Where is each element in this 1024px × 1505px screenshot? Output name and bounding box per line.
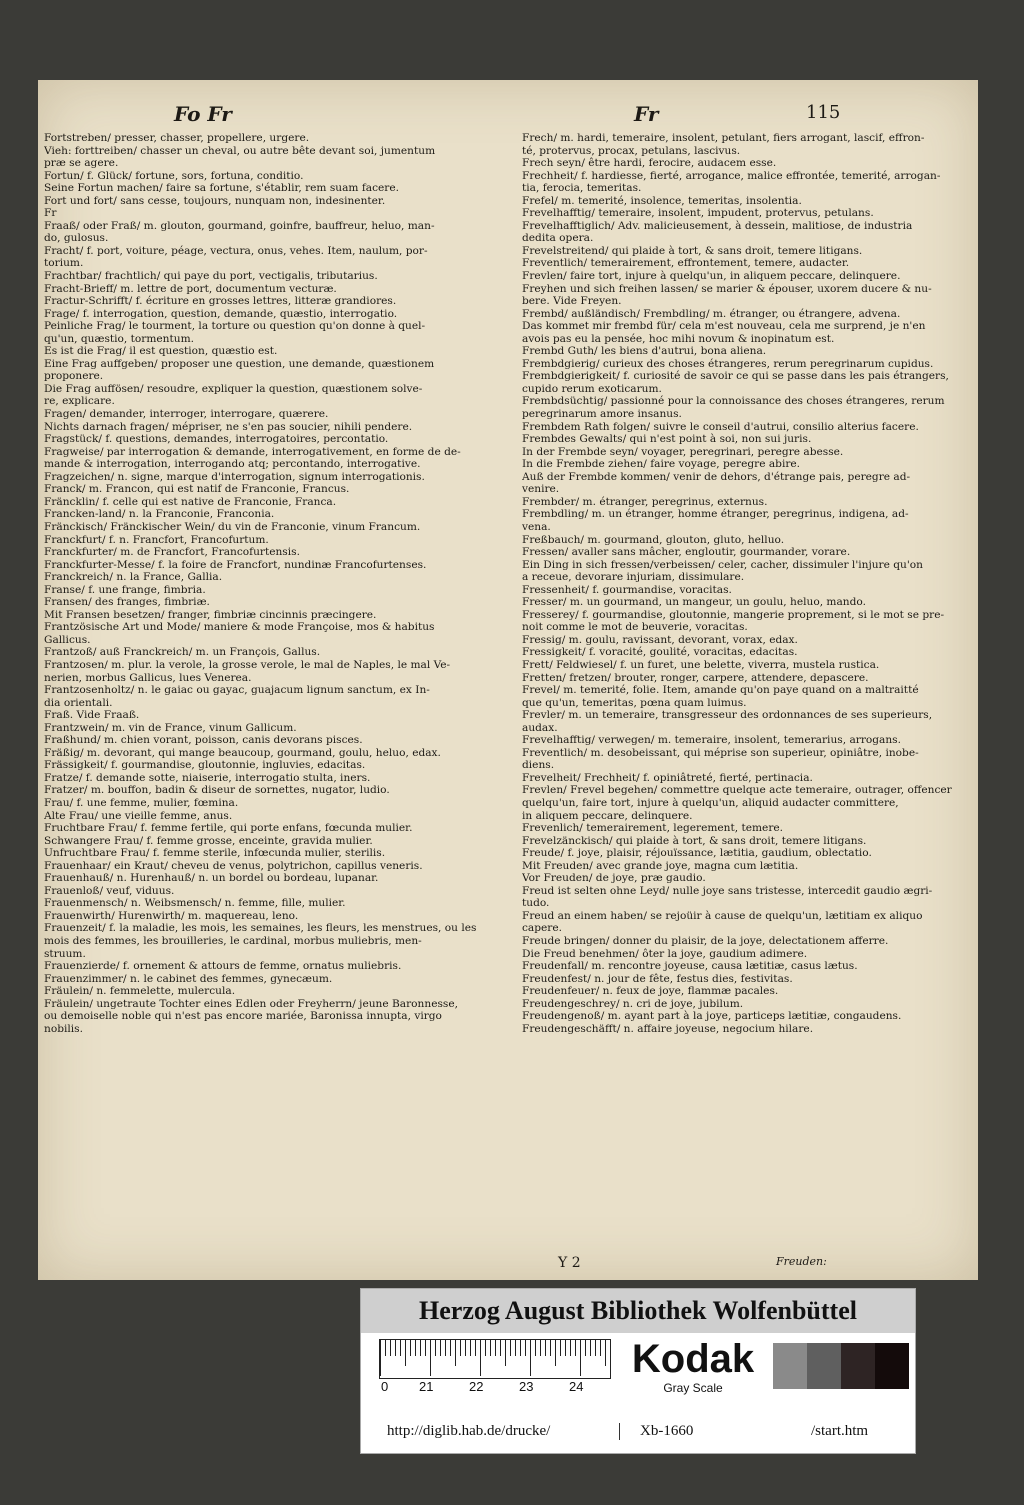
dictionary-line: Frau/ f. une femme, mulier, fœmina. bbox=[44, 796, 239, 809]
dictionary-line: Frässigkeit/ f. gourmandise, gloutonnie, ingluvies, edacitas. bbox=[44, 759, 366, 772]
dictionary-line: Frauenloß/ veuf, viduus. bbox=[44, 884, 175, 897]
dictionary-line: qu'un, quæstio, tormentum. bbox=[44, 332, 194, 345]
dictionary-line: Frevelhafftig/ temeraire, insolent, impudent, protervus, petulans. bbox=[522, 207, 874, 220]
dictionary-line: Schwangere Frau/ f. femme grosse, enceinte, gravida mulier. bbox=[44, 834, 373, 847]
dictionary-line: Freßbauch/ m. gourmand, glouton, gluto, helluo. bbox=[522, 533, 785, 546]
dictionary-line: Fraßhund/ m. chien vorant, poisson, canis devorans pisces. bbox=[44, 734, 363, 747]
dictionary-line: Frantzosen/ m. plur. la verole, la grosse verole, le mal de Naples, le mal Ve- bbox=[44, 658, 451, 671]
dictionary-line: Frevlen/ Frevel begehen/ commettre quelque acte temeraire, outrager, offencer bbox=[522, 784, 952, 797]
dictionary-line: tia, ferocia, temeritas. bbox=[522, 182, 642, 195]
dictionary-line: Frechheit/ f. hardiesse, fierté, arrogance, malice effrontée, temerité, arrogan- bbox=[522, 169, 941, 182]
dictionary-line: avois pas eu la pensée, hoc mihi novum & inopinatum est. bbox=[522, 332, 835, 345]
dictionary-line: Fressenheit/ f. gourmandise, voracitas. bbox=[522, 583, 732, 596]
ruler-tick bbox=[390, 1340, 391, 1356]
ruler-tick bbox=[525, 1340, 526, 1356]
dictionary-line: Frevelzänckisch/ qui plaide à tort, & sans droit, temere litigans. bbox=[522, 834, 867, 847]
dictionary-line: Alte Frau/ une vieille femme, anus. bbox=[44, 809, 233, 822]
dictionary-line: Freudenfeuer/ n. feux de joye, flammæ pacales. bbox=[522, 985, 779, 998]
dictionary-line: Freventlich/ m. desobeissant, qui méprise son superieur, opiniâtre, inobe- bbox=[522, 746, 919, 759]
dictionary-line: Es ist die Frag/ il est question, quæstio est. bbox=[44, 345, 278, 358]
dictionary-line: capere. bbox=[522, 922, 563, 935]
dictionary-line: præ se agere. bbox=[44, 157, 119, 170]
ruler-tick bbox=[540, 1340, 541, 1356]
dictionary-line: Fraaß/ oder Fraß/ m. glouton, gourmand, goinfre, bauffreur, heluo, man- bbox=[44, 219, 435, 232]
ruler-tick bbox=[425, 1340, 426, 1356]
dictionary-line: Fresser/ m. un gourmand, un mangeur, un goulu, heluo, mando. bbox=[522, 596, 866, 609]
target-footer bbox=[361, 1409, 915, 1451]
dictionary-line: Frauenzimmer/ n. le cabinet des femmes, gynecæum. bbox=[44, 972, 333, 985]
dictionary-line: Frembd Guth/ les biens d'autrui, bona aliena. bbox=[522, 345, 767, 358]
dictionary-line: Fragweise/ par interrogation & demande, interrogativement, en forme de de- bbox=[44, 445, 461, 458]
ruler-tick bbox=[480, 1340, 481, 1376]
dictionary-line: Fräulein/ n. femmelette, mulercula. bbox=[44, 985, 236, 998]
ruler-tick bbox=[470, 1340, 471, 1356]
ruler-tick bbox=[515, 1340, 516, 1356]
dictionary-line: Fragen/ demander, interroger, interrogare, quærere. bbox=[44, 408, 329, 421]
dictionary-line: Freudengeschrey/ n. cri de joye, jubilum. bbox=[522, 997, 744, 1010]
ruler-tick bbox=[565, 1340, 566, 1356]
dictionary-line: Frembdes Gewalts/ qui n'est point à soi, non sui juris. bbox=[522, 433, 812, 446]
dictionary-line: Mit Freuden/ avec grande joye, magna cum lætitia. bbox=[522, 859, 799, 872]
dictionary-line: Fraß. Vide Fraaß. bbox=[44, 709, 140, 722]
ruler-tick bbox=[600, 1340, 601, 1356]
dictionary-line: Frage/ f. interrogation, question, demande, quæstio, interrogatio. bbox=[44, 307, 398, 320]
dictionary-line: Freud an einem haben/ se rejoüir à cause de quelqu'un, lætitiam ex aliquo bbox=[522, 909, 923, 922]
ruler-tick bbox=[510, 1340, 511, 1356]
ruler-tick bbox=[405, 1340, 406, 1366]
ruler-tick bbox=[435, 1340, 436, 1356]
dictionary-line: noit comme le mot de beuverie, voracitas. bbox=[522, 621, 748, 634]
dictionary-line: a receue, devorare injuriam, dissimulare. bbox=[522, 571, 745, 584]
dictionary-line: nerien, morbus Gallicus, lues Venerea. bbox=[44, 671, 252, 684]
page-number: 115 bbox=[806, 102, 841, 123]
scale-number: 0 bbox=[381, 1379, 389, 1394]
dictionary-line: Die Frag auffösen/ resoudre, expliquer la question, quæstionem solve- bbox=[44, 382, 423, 395]
ruler-tick bbox=[415, 1340, 416, 1356]
dictionary-line: Freyhen und sich freihen lassen/ se marier & épouser, uxorem ducere & nu- bbox=[522, 282, 932, 295]
ruler-tick bbox=[605, 1340, 606, 1366]
gray-patch bbox=[875, 1343, 909, 1389]
ruler-tick bbox=[555, 1340, 556, 1366]
dictionary-line: mois des femmes, les brouilleries, le cardinal, morbus muliebris, men- bbox=[44, 935, 422, 947]
dictionary-line: re, explicare. bbox=[44, 395, 115, 408]
signature-mark: Y 2 bbox=[558, 1255, 581, 1271]
dictionary-line: Franckfurter-Messe/ f. la foire de Francfort, nundinæ Francofurtenses. bbox=[44, 558, 427, 571]
dictionary-line: Frauenhauß/ n. Hurenhauß/ n. un bordel ou bordeau, lupanar. bbox=[44, 872, 379, 885]
dictionary-line: Freud ist selten ohne Leyd/ nulle joye sans tristesse, intercedit gaudio ægri- bbox=[522, 884, 933, 897]
scale-number: 24 bbox=[569, 1379, 584, 1394]
ruler-tick bbox=[485, 1340, 486, 1356]
gray-patch bbox=[807, 1343, 841, 1389]
ruler-tick bbox=[550, 1340, 551, 1356]
dictionary-line: proponere. bbox=[44, 370, 104, 383]
dictionary-line: Frembdgierig/ curieux des choses étrangeres, rerum peregrinarum cupidus. bbox=[522, 357, 934, 370]
dictionary-line: Seine Fortun machen/ faire sa fortune, s'établir, rem suam facere. bbox=[44, 182, 399, 195]
dictionary-line: Fragzeichen/ n. signe, marque d'interrogation, signum interrogationis. bbox=[44, 470, 425, 483]
scale-number: 21 bbox=[419, 1379, 434, 1394]
dictionary-line: Franse/ f. une frange, fimbria. bbox=[44, 583, 206, 596]
dictionary-line: Fressig/ m. goulu, ravissant, devorant, vorax, edax. bbox=[522, 633, 798, 646]
left-column bbox=[44, 132, 482, 1252]
url-left: http://diglib.hab.de/drucke/ bbox=[387, 1423, 551, 1439]
dictionary-line: Frevel/ m. temerité, folie. Item, amande qu'on paye quand on a maltraitté bbox=[522, 684, 919, 697]
url-right: /start.htm bbox=[811, 1423, 869, 1439]
ruler-tick bbox=[560, 1340, 561, 1356]
dictionary-line: peregrinarum amore insanus. bbox=[522, 408, 682, 421]
ruler-tick bbox=[410, 1340, 411, 1356]
dictionary-line: Fratzer/ m. bouffon, badin & diseur de sornettes, nugator, ludio. bbox=[44, 784, 390, 797]
dictionary-line: Peinliche Frag/ le tourment, la torture ou question qu'on donne à quel- bbox=[44, 320, 426, 333]
dictionary-line: audax. bbox=[522, 721, 558, 734]
dictionary-line: Fressen/ avaller sans mâcher, engloutir, gourmander, vorare. bbox=[522, 546, 851, 559]
ruler-tick bbox=[475, 1340, 476, 1356]
dictionary-line: Frachtbar/ frachtlich/ qui paye du port, vectigalis, tributarius. bbox=[44, 270, 378, 283]
dictionary-line: Frantzwein/ m. vin de France, vinum Gallicum. bbox=[44, 721, 297, 734]
library-title: Herzog August Bibliothek Wolfenbüttel bbox=[361, 1289, 915, 1333]
dictionary-line: vena. bbox=[522, 520, 551, 533]
dictionary-line: nobilis. bbox=[44, 1022, 83, 1035]
dictionary-line: Frauenzierde/ f. ornement & attours de femme, ornatus muliebris. bbox=[44, 960, 402, 973]
dictionary-line: Francken-land/ n. la Franconie, Franconia. bbox=[44, 508, 275, 521]
ruler-tick bbox=[460, 1340, 461, 1356]
dictionary-line: do, gulosus. bbox=[44, 232, 109, 245]
dictionary-line: Frauenhaar/ ein Kraut/ cheveu de venus, polytrichon, capillus veneris. bbox=[44, 859, 423, 872]
gray-patch bbox=[773, 1343, 807, 1389]
dictionary-line: Frefel/ m. temerité, insolence, temeritas, insolentia. bbox=[522, 194, 802, 207]
dictionary-line: Franckfurter/ m. de Francfort, Francofurtensis. bbox=[44, 546, 300, 559]
dictionary-line: in aliquem peccare, delinquere. bbox=[522, 809, 693, 822]
dictionary-line: Frantzosenholtz/ n. le gaiac ou gayac, guajacum lignum sanctum, ex In- bbox=[44, 684, 430, 697]
dictionary-line: Frembdem Rath folgen/ suivre le conseil d'autrui, consilio alterius facere. bbox=[522, 420, 919, 433]
dictionary-line: Fracht/ f. port, voiture, péage, vectura, onus, vehes. Item, naulum, por- bbox=[44, 244, 428, 257]
dictionary-line: Das kommet mir frembd für/ cela m'est nouveau, cela me surprend, je n'en bbox=[522, 320, 926, 333]
dictionary-line: Fretten/ fretzen/ brouter, ronger, carpere, attendere, depascere. bbox=[522, 671, 869, 684]
dictionary-line: Ein Ding in sich fressen/verbeissen/ celer, cacher, dissimuler l'injure qu'on bbox=[522, 558, 923, 571]
ruler-tick bbox=[595, 1340, 596, 1356]
dictionary-line: Fratze/ f. demande sotte, niaiserie, interrogatio stulta, iners. bbox=[44, 771, 371, 784]
dictionary-line: Frantzösische Art und Mode/ maniere & mode Françoise, mos & habitus bbox=[44, 621, 435, 634]
ruler-tick bbox=[575, 1340, 576, 1356]
dictionary-line: struum. bbox=[44, 947, 86, 960]
scale-number: 22 bbox=[469, 1379, 484, 1394]
color-target-card bbox=[360, 1288, 916, 1454]
kodak-logo: Kodak bbox=[631, 1337, 755, 1381]
ruler-tick bbox=[465, 1340, 466, 1356]
dictionary-line: Mit Fransen besetzen/ franger, fimbriæ cincinnis præcingere. bbox=[44, 608, 377, 621]
gray-scale-label: Gray Scale bbox=[663, 1381, 723, 1395]
running-head-left: Fo Fr bbox=[174, 102, 232, 126]
dictionary-line: Frevenlich/ temerairement, legerement, temere. bbox=[522, 822, 784, 835]
ruler-tick bbox=[570, 1340, 571, 1356]
dictionary-line: Freudengenoß/ m. ayant part à la joye, particeps lætitiæ, congaudens. bbox=[522, 1010, 902, 1023]
ruler-tick bbox=[420, 1340, 421, 1356]
ruler-tick bbox=[530, 1340, 531, 1376]
dictionary-line: Fr bbox=[44, 207, 57, 220]
dictionary-line: Freventlich/ temerairement, effrontement, temere, audacter. bbox=[522, 257, 850, 270]
dictionary-line: diens. bbox=[522, 759, 555, 772]
dictionary-line: Unfruchtbare Frau/ f. femme sterile, infœcunda mulier, sterilis. bbox=[44, 847, 386, 860]
dictionary-line: Fragstück/ f. questions, demandes, interrogatoires, percontatio. bbox=[44, 433, 389, 446]
dictionary-line: Fransen/ des franges, fimbriæ. bbox=[44, 596, 210, 609]
dictionary-line: Freude bringen/ donner du plaisir, de la joye, delectationem afferre. bbox=[522, 935, 889, 947]
ruler-tick bbox=[380, 1340, 381, 1376]
dictionary-line: Frech seyn/ être hardi, ferocire, audacem esse. bbox=[522, 157, 777, 170]
ruler-tick bbox=[590, 1340, 591, 1356]
dictionary-line: Fresserey/ f. gourmandise, gloutonnie, mangerie proprement, si le mot se pre- bbox=[522, 608, 945, 621]
ruler-tick bbox=[450, 1340, 451, 1356]
running-head-right: Fr bbox=[634, 102, 659, 126]
dictionary-line: Fortun/ f. Glück/ fortune, sors, fortuna, conditio. bbox=[44, 169, 304, 182]
ruler-tick bbox=[545, 1340, 546, 1356]
dictionary-line: Frantzoß/ auß Franckreich/ m. un François, Gallus. bbox=[44, 646, 321, 659]
dictionary-line: Fort und fort/ sans cesse, toujours, nunquam non, indesinenter. bbox=[44, 194, 386, 207]
dictionary-line: ou demoiselle noble qui n'est pas encore mariée, Baronissa innupta, virgo bbox=[44, 1010, 442, 1023]
dictionary-line: Fruchtbare Frau/ f. femme fertile, qui porte enfans, fœcunda mulier. bbox=[44, 822, 413, 835]
dictionary-line: Fortstreben/ presser, chasser, propellere, urgere. bbox=[44, 132, 310, 144]
shelfmark: Xb-1660 bbox=[619, 1423, 693, 1440]
dictionary-line: Frevelstreitend/ qui plaide à tort, & sans droit, temere litigans. bbox=[522, 244, 863, 257]
dictionary-line: que qu'un, temeritas, pœna quam luimus. bbox=[522, 696, 747, 709]
dictionary-line: Frevelhafftig/ verwegen/ m. temeraire, insolent, temerarius, arrogans. bbox=[522, 734, 901, 747]
dictionary-line: cupido rerum exoticarum. bbox=[522, 382, 662, 395]
dictionary-line: Die Freud benehmen/ ôter la joye, gaudium adimere. bbox=[522, 947, 808, 960]
ruler-tick bbox=[610, 1340, 611, 1356]
dictionary-line: Frembd/ außländisch/ Frembdling/ m. étranger, ou étrangere, advena. bbox=[522, 307, 901, 320]
ruler-tick bbox=[440, 1340, 441, 1356]
ruler-tick bbox=[500, 1340, 501, 1356]
ruler-tick bbox=[385, 1340, 386, 1356]
dictionary-line: Frembdgierigkeit/ f. curiosité de savoir ce qui se passe dans les pais étrangers, bbox=[522, 370, 949, 383]
scale-ruler bbox=[379, 1339, 611, 1379]
dictionary-line: Nichts darnach fragen/ mépriser, ne s'en pas soucier, nihili pendere. bbox=[44, 420, 413, 433]
dictionary-line: quelqu'un, faire tort, injure à quelqu'un, aliquid audacter committere, bbox=[522, 796, 899, 809]
dictionary-line: In die Frembde ziehen/ faire voyage, peregre abire. bbox=[522, 458, 801, 471]
dictionary-line: Eine Frag auffgeben/ proposer une question, une demande, quæstionem bbox=[44, 357, 435, 370]
dictionary-line: Frett/ Feldwiesel/ f. un furet, une belette, viverra, mustela rustica. bbox=[522, 658, 880, 671]
dictionary-line: Franckreich/ n. la France, Gallia. bbox=[44, 571, 223, 584]
dictionary-line: Freudengeschäfft/ n. affaire joyeuse, negocium hilare. bbox=[522, 1022, 814, 1035]
dictionary-line: Fressigkeit/ f. voracité, goulité, voracitas, edacitas. bbox=[522, 646, 798, 659]
dictionary-line: torium. bbox=[44, 257, 84, 270]
dictionary-line: Freudenfest/ n. jour de fête, festus dies, festivitas. bbox=[522, 972, 793, 985]
dictionary-line: Fractur-Schrifft/ f. écriture en grosses lettres, litteræ grandiores. bbox=[44, 295, 397, 308]
ruler-tick bbox=[505, 1340, 506, 1366]
dictionary-line: Gallicus. bbox=[44, 633, 91, 646]
dictionary-line: dia orientali. bbox=[44, 696, 113, 709]
ruler-tick bbox=[445, 1340, 446, 1356]
dictionary-line: Franck/ m. Francon, qui est natif de Franconie, Francus. bbox=[44, 483, 350, 496]
dictionary-line: In der Frembde seyn/ voyager, peregrinari, peregre abesse. bbox=[522, 445, 844, 458]
dictionary-line: Frevelhafftiglich/ Adv. malicieusement, à dessein, malitiose, de industria bbox=[522, 219, 913, 232]
dictionary-line: Frevlen/ faire tort, injure à quelqu'un, in aliquem peccare, delinquere. bbox=[522, 270, 901, 283]
ruler-tick bbox=[580, 1340, 581, 1376]
dictionary-line: Frech/ m. hardi, temeraire, insolent, petulant, fiers arrogant, lascif, effron- bbox=[522, 132, 925, 144]
ruler-tick bbox=[585, 1340, 586, 1356]
dictionary-line: Frauenwirth/ Hurenwirth/ m. maquereau, leno. bbox=[44, 909, 299, 922]
dictionary-line: Fräulein/ ungetraute Tochter eines Edlen oder Freyherrn/ jeune Baronnesse, bbox=[44, 997, 458, 1010]
dictionary-line: Franckfurt/ f. n. Francfort, Francofurtum. bbox=[44, 533, 269, 546]
ruler-tick bbox=[395, 1340, 396, 1356]
dictionary-line: Fracht-Brieff/ m. lettre de port, documentum vecturæ. bbox=[44, 282, 337, 295]
dictionary-line: venire. bbox=[522, 483, 560, 496]
gray-patch bbox=[841, 1343, 875, 1389]
dictionary-line: Fränckisch/ Fränckischer Wein/ du vin de Franconie, vinum Francum. bbox=[44, 520, 421, 533]
dictionary-line: Vor Freuden/ de joye, præ gaudio. bbox=[522, 872, 706, 885]
scale-number: 23 bbox=[519, 1379, 534, 1394]
dictionary-line: Frembdling/ m. un étranger, homme étranger, peregrinus, indigena, ad- bbox=[522, 508, 909, 521]
ruler-tick bbox=[535, 1340, 536, 1356]
dictionary-line: Frauenmensch/ n. Weibsmensch/ n. femme, fille, mulier. bbox=[44, 897, 346, 910]
dictionary-line: dedita opera. bbox=[522, 232, 594, 245]
dictionary-line: Frauenzeit/ f. la maladie, les mois, les semaines, les fleurs, les menstrues, ou les bbox=[44, 922, 477, 935]
dictionary-line: Vieh: forttreiben/ chasser un cheval, ou autre bête devant soi, jumentum bbox=[44, 144, 436, 157]
book-page bbox=[38, 80, 978, 1280]
dictionary-line: tudo. bbox=[522, 897, 550, 910]
dictionary-line: Freudenfall/ m. rencontre joyeuse, causa lætitiæ, casus lætus. bbox=[522, 960, 858, 973]
dictionary-line: mande & interrogation, interrogando atq; percontando, interrogative. bbox=[44, 458, 421, 471]
ruler-tick bbox=[495, 1340, 496, 1356]
scale-numbers bbox=[379, 1379, 609, 1397]
dictionary-line: Fräßig/ m. devorant, qui mange beaucoup, gourmand, goulu, heluo, edax. bbox=[44, 746, 441, 759]
ruler-tick bbox=[520, 1340, 521, 1356]
dictionary-line: té, protervus, procax, petulans, lascivus. bbox=[522, 144, 741, 157]
dictionary-line: Frevelheit/ Frechheit/ f. opiniâtreté, fierté, pertinacia. bbox=[522, 771, 813, 784]
dictionary-line: bere. Vide Freyen. bbox=[522, 295, 622, 308]
ruler-tick bbox=[455, 1340, 456, 1366]
dictionary-line: Frembdsüchtig/ passionné pour la connoissance des choses étrangeres, rerum bbox=[522, 395, 945, 408]
dictionary-line: Auß der Frembde kommen/ venir de dehors, d'étrange pais, peregre ad- bbox=[522, 470, 911, 483]
ruler-tick bbox=[430, 1340, 431, 1376]
dictionary-line: Frevler/ m. un temeraire, transgresseur des ordonnances de ses superieurs, bbox=[522, 709, 933, 722]
ruler-tick bbox=[400, 1340, 401, 1356]
dictionary-line: Fräncklin/ f. celle qui est native de Franconie, Franca. bbox=[44, 495, 337, 508]
ruler-tick bbox=[490, 1340, 491, 1356]
right-column bbox=[522, 132, 960, 1252]
dictionary-line: Frembder/ m. étranger, peregrinus, externus. bbox=[522, 495, 768, 508]
catchword: Freuden: bbox=[776, 1255, 827, 1268]
dictionary-line: Freude/ f. joye, plaisir, réjouïssance, lætitia, gaudium, oblectatio. bbox=[522, 847, 872, 860]
